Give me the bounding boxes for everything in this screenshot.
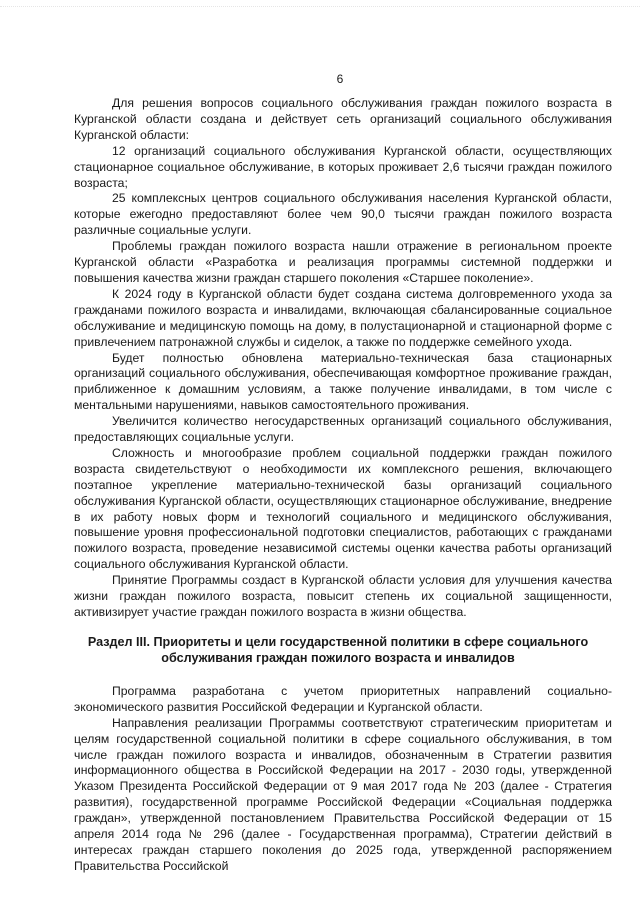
paragraph: Проблемы граждан пожилого возраста нашли отражение в региональном проекте Курганской области «Разработка и реализация программы системной поддержки и повышения качества жизни граждан старшего поколения «Старшее поколение». — [74, 239, 612, 285]
paragraph: Будет полностью обновлена материально-техническая база стационарных организаций социального обслуживания, обеспечивающая комфортное проживание граждан, приближенное к домашним условиям, а также получение инвалидами, в том числе с ментальными нарушениями, навыков самостоятельного проживания. — [74, 350, 612, 413]
paragraph: Направления реализации Программы соответствуют стратегическим приоритетам и целям государственной социальной политики в сфере социального обслуживания, в том числе граждан пожилого возраста и инвалидов, обозначенным в Стратегии развития информационного общества в Российской Федерации на 2017 - 2030 годы, утвержденной Указом Президента Российской Федерации от 9 мая 2017 года № 203 (далее - Стратегия развития), государственной программе Российской Федерации «Социальная поддержка граждан», утвержденной постановлением Правительства Российской Федерации от 15 апреля 2014 года № 296 (далее - Государственная программа), Стратегии действий в интересах граждан старшего поколения до 2025 года, утвержденной распоряжением Правительства Российской — [74, 715, 612, 873]
paragraph: Программа разработана с учетом приоритетных направлений социально-экономического развития Российской Федерации и Курганской области. — [74, 683, 612, 714]
paragraph: К 2024 году в Курганской области будет создана система долговременного ухода за гражданами пожилого возраста и инвалидами, включающая сбалансированные социальное обслуживание и медицинскую помощь на дому, в полустационарной и стационарной форме с привлечением патронажной службы и сиделок, а также по поддержке семейного ухода. — [74, 286, 612, 349]
scan-artifact — [0, 6, 640, 11]
paragraph: Увеличится количество негосударственных организаций социального обслуживания, предоставляющих социальные услуги. — [74, 414, 612, 445]
paragraph: Принятие Программы создаст в Курганской области условия для улучшения качества жизни граждан пожилого возраста, повысит степень их социальной защищенности, активизирует участие граждан пожилого возраста в жизни общества. — [74, 573, 612, 619]
paragraph: 25 комплексных центров социального обслуживания населения Курганской области, которые ежегодно предоставляют более чем 90,0 тысячи граждан пожилого возраста различные социальные услуги. — [74, 191, 612, 238]
paragraph: Сложность и многообразие проблем социальной поддержки граждан пожилого возраста свидетельствуют о необходимости их комплексного решения, включающего поэтапное укрепление материально-технической базы организаций социального обслуживания Курганской области, осуществляющих стационарное обслуживание, внедрение в их работу новых форм и технологий социального и медицинского обслуживания, повышение уровня профессиональной подготовки специалистов, работающих с гражданами пожилого возраста, проведение независимой системы оценки качества работы организаций социального обслуживания Курганской области. — [74, 445, 612, 572]
document-body — [74, 96, 612, 875]
section-heading: Раздел III. Приоритеты и цели государственной политики в сфере социального обслуживания граждан пожилого возраста и инвалидов — [87, 634, 589, 665]
paragraph: Для решения вопросов социального обслуживания граждан пожилого возраста в Курганской области создана и действует сеть организаций социального обслуживания Курганской области: — [74, 96, 612, 142]
paragraph: 12 организаций социального обслуживания Курганской области, осуществляющих стационарное социальное обслуживание, в которых проживает 2,6 тысячи граждан пожилого возраста; — [74, 143, 612, 190]
page-number: 6 — [336, 72, 344, 86]
